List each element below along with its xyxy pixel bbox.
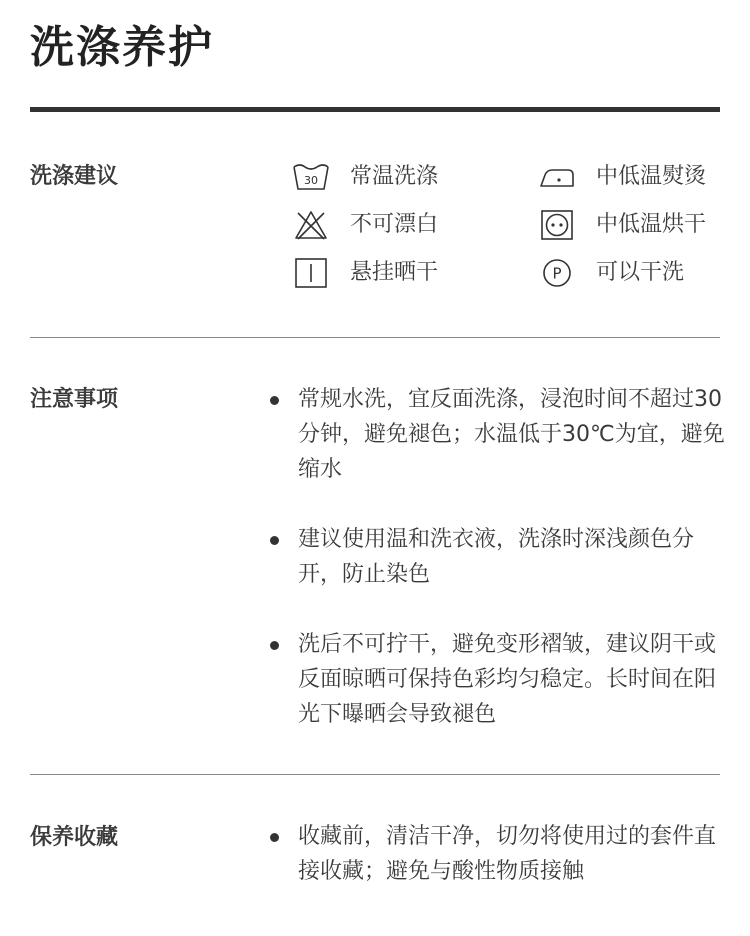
care-text: 常温洗涤 [350, 164, 439, 189]
care-item-dry-clean [538, 256, 684, 290]
bullet-icon [270, 536, 279, 545]
list-item [268, 382, 728, 487]
care-text: 中低温烘干 [596, 212, 707, 237]
care-item-tumble-dry [538, 208, 706, 242]
line-dry-icon [292, 258, 330, 288]
bullet-icon [270, 833, 279, 842]
care-item-iron [538, 160, 706, 194]
section-divider [30, 774, 720, 775]
note-text: 常规水洗，宜反面洗涤，浸泡时间不超过30分钟，避免褪色；水温低于30℃为宜，避免缩水 [298, 387, 725, 482]
care-text: 中低温熨烫 [596, 164, 707, 189]
bullet-icon [270, 641, 279, 650]
wash-30-icon [292, 162, 330, 192]
note-text: 洗后不可拧干，避免变形褶皱，建议阴干或反面晾晒可保持色彩均匀稳定。长时间在阳光下曝晒会导致褪色 [298, 632, 717, 727]
note-text: 建议使用温和洗衣液，洗涤时深浅颜色分开，防止染色 [298, 527, 695, 587]
section-divider [30, 337, 720, 338]
notes-list [268, 382, 728, 732]
list-item [268, 522, 728, 592]
care-item-line-dry [292, 256, 438, 290]
care-text: 可以干洗 [596, 260, 685, 285]
notes-section-label: 注意事项 [30, 387, 119, 412]
list-item [268, 819, 728, 889]
tumble-dry-low-icon [538, 210, 576, 240]
svg-text:P: P [552, 264, 562, 283]
no-bleach-icon [292, 210, 330, 240]
bullet-icon [270, 396, 279, 405]
wash-section-label: 洗涤建议 [30, 164, 119, 189]
list-item [268, 627, 728, 732]
care-item-normal-wash [292, 160, 438, 194]
storage-list [268, 819, 728, 889]
care-text: 悬挂晒干 [350, 260, 439, 285]
storage-text: 收藏前，清洁干净，切勿将使用过的套件直接收藏；避免与酸性物质接触 [298, 824, 717, 884]
svg-text:30: 30 [304, 174, 318, 187]
iron-low-icon [538, 162, 576, 192]
title-rule [30, 107, 720, 112]
page-title: 洗涤养护 [30, 22, 214, 73]
care-text: 不可漂白 [350, 212, 439, 237]
dry-clean-p-icon [538, 258, 576, 288]
storage-section-label: 保养收藏 [30, 825, 119, 850]
care-item-no-bleach [292, 208, 438, 242]
